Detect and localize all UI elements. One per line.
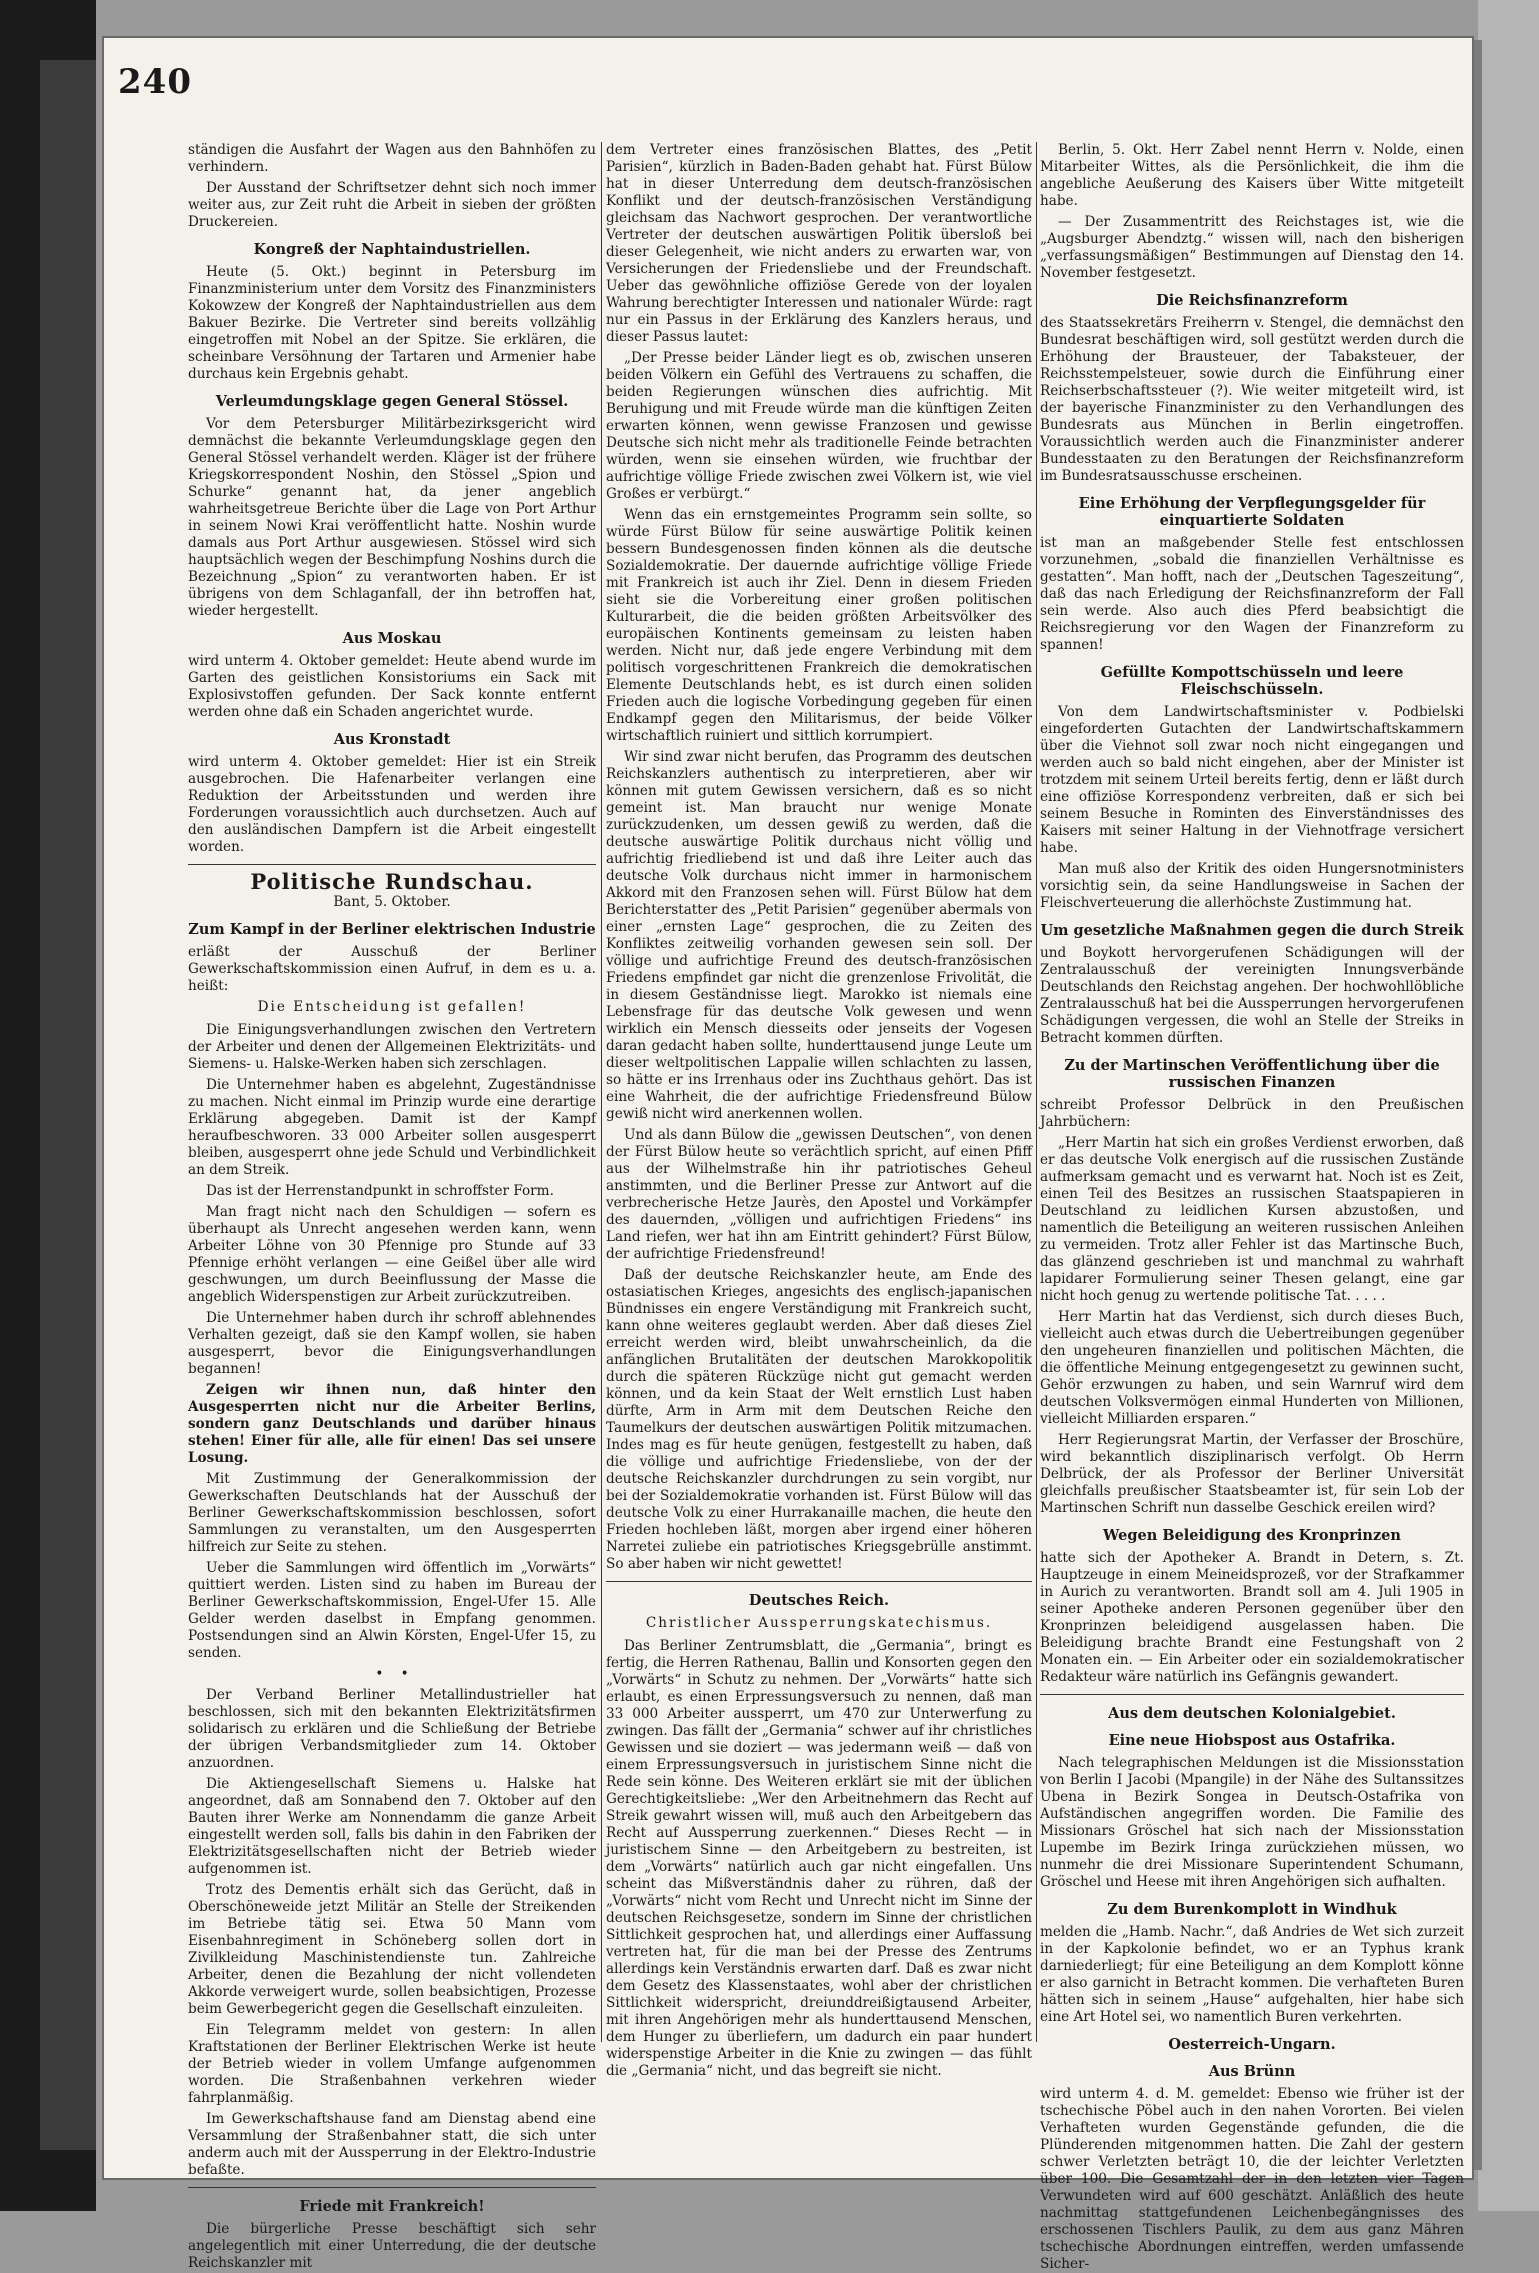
paragraph: schreibt Professor Delbrück in den Preußischen Jahrbüchern:	[1040, 1097, 1464, 1130]
paragraph: Von dem Landwirtschaftsminister v. Podbielski eingeforderten Gutachten der Landwirtschaftskammern über die Viehnot soll zwar noch nicht eingegangen und werden auch so bald nicht eingehen, aber der Minister ist trotzdem mit seinem Urteil bereits fertig, denn er läßt durch eine offiziöse Korrespondenz verbreiten, daß er sich bei seinem Besuche in Rominten des Einverständnisses des Kaisers mit seiner Haltung in der Viehnotfrage versichert habe.	[1040, 704, 1464, 856]
paragraph: Herr Martin hat das Verdienst, sich durch dieses Buch, vielleicht auch etwas durch die Uebertreibungen gegenüber den ungeheuren finanziellen und politischen Mächten, die die öffentliche Meinung entgegengesetzt zu gewinnen sucht, Gehör erzwungen zu haben, und sein Warnruf wird dem deutschen Volksvermögen einmal Hunderten von Millionen, vielleicht Milliarden ersparen.“	[1040, 1309, 1464, 1427]
column-rule-1	[601, 142, 602, 2042]
separator-mark: • •	[375, 1666, 409, 1682]
section-heading: Deutsches Reich.	[748, 1592, 890, 1609]
paragraph: wird unterm 4. d. M. gemeldet: Ebenso wie früher ist der tschechische Pöbel auch in den nahen Vororten. Bei vielen Verhafteten wurden Gegenstände gefunden, die die Plünderenden mitgenommen hatten. Die Zahl der gestern schwer Verletzten beträgt 10, die der leichter Verletzten über 100. Die Gesamtzahl der in den letzten vier Tagen Verwundeten wird auf 600 geschätzt. Anläßlich des heute nachmittag stattgefundenen Leichenbegängnisses des erschossenen Tischlers Paulik, zu dem aus ganz Mähren tschechische Abordnungen eintreffen, werden umfassende Sicher-	[1040, 2086, 1464, 2272]
section-heading: Um gesetzliche Maßnahmen gegen die durch Streik	[1040, 922, 1464, 939]
column-2	[606, 142, 1032, 2182]
section-divider	[606, 1581, 1032, 1582]
paragraph: Das ist der Herrenstandpunkt in schroffster Form.	[206, 1183, 554, 1199]
paragraph: erläßt der Ausschuß der Berliner Gewerkschaftskommission einen Aufruf, in dem es u. a. heißt:	[188, 944, 596, 994]
scan-right-margin	[1478, 0, 1539, 2211]
section-heading: Die Reichsfinanzreform	[1156, 292, 1348, 309]
scan-left-binding-edge	[40, 60, 96, 2150]
paragraph: hatte sich der Apotheker A. Brandt in Detern, s. Zt. Hauptzeuge in einem Meineidsprozeß, vor der Strafkammer in Aurich zu verantworten. Brandt soll am 4. Juli 1905 in seiner Apotheke anderen Personen gegenüber über den Kronprinzen beleidigend ausgelassen haben. Die Beleidigung brachte Brandt eine Festungshaft von 2 Monaten ein. — Ein Arbeiter oder ein sozialdemokratischer Redakteur wäre natürlich ins Gefängnis gewandert.	[1040, 1550, 1464, 1685]
section-heading: Eine Erhöhung der Verpflegungsgelder für einquartierte Soldaten	[1078, 495, 1426, 529]
paragraph: Der Verband Berliner Metallindustrieller hat beschlossen, sich mit den bekannten Elektrizitätsfirmen solidarisch zu erklären und die Schließung der Betriebe der übrigen Verbandsmitglieder zum 14. Oktober anzuordnen.	[188, 1687, 596, 1771]
section-heading: Oesterreich-Ungarn.	[1168, 2036, 1336, 2053]
quote-paragraph: „Der Presse beider Länder liegt es ob, zwischen unseren beiden Völkern ein Gefühl des Vertrauens zu schaffen, die beiden Regierungen wünschen dies aufrichtig. Mit Beruhigung und mit Freude würde man die künftigen Zeiten erwarten können, wenn gewisse Franzosen und gewisse Deutsche sich nicht mehr als traditionelle Feinde betrachten würden, wenn sie einsehen würden, wie fruchtbar der aufrichtige völlige Friede zwischen zwei Völkern ist, wie viel Großes er verbürgt.“	[606, 350, 1032, 502]
section-heading: Aus Moskau	[342, 630, 442, 647]
section-heading: Friede mit Frankreich!	[299, 2198, 485, 2215]
paragraph: Daß der deutsche Reichskanzler heute, am Ende des ostasiatischen Krieges, angesichts des englisch-japanischen Bündnisses ein engere Verständigung mit Frankreich sucht, kann ohne weiteres geglaubt werden. Aber daß dieses Ziel erreicht werden wird, bleibt unwahrscheinlich, da die anfänglichen Brutalitäten der deutschen Marokkopolitik durch die späteren Rückzüge nicht gut gemacht werden können, und da kein Staat der Welt ernstlich Lust haben dürfte, Arm in Arm mit dem Deutschen Reiche den Taumelkurs der deutschen auswärtigen Politik mitzumachen. Indes mag es für heute genügen, festgestellt zu haben, daß die völlige und aufrichtige Friedensliebe, von der der deutsche Reichskanzler durchdrungen zu sein vorgibt, nur bei der Sozialdemokratie vorhanden ist. Fürst Bülow will das deutsche Volk zu einer Hurrakanaille machen, die heute den Frieden hochleben läßt, morgen aber irgend einer höheren Narretei zuliebe ein patriotisches Kriegsgebrülle anstimmt. So aber haben wir nicht gewettet!	[606, 1267, 1032, 1572]
paragraph: Berlin, 5. Okt. Herr Zabel nennt Herrn v. Nolde, einen Mitarbeiter Wittes, als die Persönlichkeit, die ihm die angebliche Aeußerung des Kaisers über Witte mitgeteilt habe.	[1040, 142, 1464, 209]
section-heading: Zu der Martinschen Veröffentlichung über die russischen Finanzen	[1064, 1057, 1440, 1091]
paragraph: ist man an maßgebender Stelle fest entschlossen vorzunehmen, „sobald die finanziellen Verhältnisse es gestatten“. Man hofft, nach der „Deutschen Tageszeitung“, daß das nach Erledigung der Reichsfinanzreform der Fall sein werde. Also auch dies Pferd beabsichtigt die Reichsregierung vor den Wagen der Finanzreform zu spannen!	[1040, 535, 1464, 653]
paragraph: Man muß also der Kritik des oiden Hungersnotministers vorsichtig sein, da seine Handlungsweise in Sachen der Fleischverteuerung die allerhöchste Zustimmung hat.	[1040, 861, 1464, 911]
section-heading: Zum Kampf in der Berliner elektrischen Industrie	[188, 921, 596, 938]
paragraph: Zeigen wir ihnen nun, daß hinter den Ausgesperrten nicht nur die Arbeiter Berlins, sondern ganz Deutschlands und darüber hinaus stehen! Einer für alle, alle für einen! Das sei unsere Losung.	[188, 1382, 596, 1466]
quote-line: Die Entscheidung ist gefallen!	[257, 999, 527, 1015]
paragraph: Und als dann Bülow die „gewissen Deutschen“, von denen der Fürst Bülow heute so verächtlich spricht, auf einen Pfiff aus der Wilhelmstraße hin ihr patriotisches Geheul anstimmten, und die Berliner Presse zur Antwort auf die verbrecherische Hetze Jaurès, den Apostel und Vorkämpfer des dauernden, „völligen und aufrichtigen Friedens“ ins Land riefen, wer hat ihn am Eintritt gehindert? Fürst Bülow, der aufrichtige Friedensfreund!	[606, 1127, 1032, 1262]
section-heading: Gefüllte Kompottschüsseln und leere Fleischschüsseln.	[1100, 664, 1404, 698]
paragraph: Wenn das ein ernstgemeintes Programm sein sollte, so würde Fürst Bülow für seine auswärtige Politik keinen bessern Bundesgenossen finden können als die deutsche Sozialdemokratie. Der dauernde aufrichtige völlige Friede mit Frankreich ist auch ihr Ziel. Denn in diesem Frieden sieht sie die Vorbereitung einer großen politischen Kulturarbeit, die die beiden größten Arbeitsvölker des europäischen Kontinents gemeinsam zu leisten haben werden. Nicht nur, daß jede engere Verbindung mit dem politisch vorgeschrittenen Frankreich die demokratischen Elemente Deutschlands hebt, es ist durch einen soliden Frieden auch die logische Vorbedingung gegeben für einen Endkampf gegen den Militarismus, der beide Völker wirtschaftlich ruiniert und sittlich korrumpiert.	[606, 507, 1032, 744]
column-rule-2	[1036, 142, 1037, 2042]
page-number: 240	[118, 62, 192, 102]
paragraph: Die Unternehmer haben es abgelehnt, Zugeständnisse zu machen. Nicht einmal im Prinzip wurde eine derartige Erklärung abgegeben. Damit ist der Kampf heraufbeschworen. 33 000 Arbeiter sollen ausgesperrt bleiben, ausgesperrt ohne jede Schuld und Verbindlichkeit an dem Streik.	[188, 1077, 596, 1178]
paragraph: Mit Zustimmung der Generalkommission der Gewerkschaften Deutschlands hat der Ausschuß der Berliner Gewerkschaftskommission beschlossen, sofort Sammlungen zu veranstalten, um den Ausgesperrten hilfreich zur Seite zu stehen.	[188, 1471, 596, 1555]
paragraph: Die Unternehmer haben durch ihr schroff ablehnendes Verhalten gezeigt, daß sie den Kampf wollen, sie haben ausgesperrt, bevor die Einigungsverhandlungen begannen!	[188, 1310, 596, 1377]
column-3	[1040, 142, 1464, 2272]
section-heading: Kongreß der Naphtaindustriellen.	[253, 241, 531, 258]
section-heading: Zu dem Burenkomplott in Windhuk	[1107, 1901, 1397, 1918]
section-heading: Wegen Beleidigung des Kronprinzen	[1103, 1527, 1401, 1544]
section-divider	[188, 2187, 596, 2188]
paragraph: wird unterm 4. Oktober gemeldet: Hier ist ein Streik ausgebrochen. Die Hafenarbeiter verlangen eine Reduktion der Arbeitsstunden und werden ihre Forderungen voraussichtlich auch durchsetzen. Auch auf den ausländischen Dampfern ist die Arbeit eingestellt worden.	[188, 754, 596, 855]
paragraph: Wir sind zwar nicht berufen, das Programm des deutschen Reichskanzlers authentisch zu interpretieren, aber wir können mit gutem Gewissen versichern, daß es so nicht gemeint ist. Man braucht nur wenige Monate zurückzudenken, um dessen gewiß zu werden, daß die deutsche auswärtige Politik durchaus nicht völlig und aufrichtig friedliebend ist und daß ihre Leiter auch das deutsche Volk durchaus nicht immer in harmonischem Akkord mit den Franzosen sehen will. Fürst Bülow hat dem Berichterstatter des „Petit Parisien“ gegenüber abermals von einer „ernsten Lage“ gesprochen, die zu Zeiten des Konfliktes zeitweilig vorhanden gewesen sein soll. Der völlige und aufrichtige Freund des deutsch-französischen Friedens empfindet gar nicht die grenzenlose Frivolität, die in diesem Geständnisse liegt. Marokko ist niemals eine Lebensfrage für das deutsche Volk gewesen und wenn wirklich ein Mensch diesseits oder jenseits der Vogesen daran gedacht haben sollte, hunderttausend junge Leute um dieser weltpolitischen Lappalie willen schlachten zu lassen, so hätte er ins Irrenhaus oder ins Zuchthaus gehört. Das ist eine Wahrheit, die der aufrichtige Friedensfreund Bülow gewiß nicht wird anerkennen wollen.	[606, 749, 1032, 1122]
paragraph: und Boykott hervorgerufenen Schädigungen will der Zentralausschuß der vereinigten Innungsverbände Deutschlands den Reichstag angehen. Der hochwohllöbliche Zentralausschuß hat bei die Aussperrungen hervorgerufenen Schädigungen vergessen, die wohl an Stelle der Streiks in Betracht kommen dürften.	[1040, 945, 1464, 1046]
section-heading: Eine neue Hiobspost aus Ostafrika.	[1108, 1732, 1396, 1749]
paragraph: ständigen die Ausfahrt der Wagen aus den Bahnhöfen zu verhindern.	[188, 142, 596, 175]
section-heading: Aus Brünn	[1208, 2063, 1296, 2080]
section-divider	[1040, 1694, 1464, 1695]
paragraph: Die Aktiengesellschaft Siemens u. Halske hat angeordnet, daß am Sonnabend den 7. Oktober auf den Bauten ihrer Werke am Nonnendamm die ganze Arbeit eingestellt werden soll, falls bis dahin in den Fabriken der Elektrizitätsgesellschaften nicht der Betrieb wieder aufgenommen ist.	[188, 1776, 596, 1877]
paragraph: Nach telegraphischen Meldungen ist die Missionsstation von Berlin I Jacobi (Mpangile) in der Nähe des Sultanssitzes Ubena in Bezirk Songea in Deutsch-Ostafrika von Aufständischen angegriffen worden. Die Familie des Missionars Gröschel hat sich nach der Missionsstation Lupembe im Bezirk Iringa zurückziehen müssen, wo nunmehr die drei Missionare Superintendent Schumann, Gröschel und Heese mit ihren Angehörigen sich aufhalten.	[1040, 1755, 1464, 1890]
section-divider	[188, 864, 596, 865]
paragraph: Die Einigungsverhandlungen zwischen den Vertretern der Arbeiter und denen der Allgemeinen Elektrizitäts- und Siemens- u. Halske-Werken haben sich zerschlagen.	[188, 1022, 596, 1072]
paragraph: melden die „Hamb. Nachr.“, daß Andries de Wet sich zurzeit in der Kapkolonie befindet, wo er an Typhus krank darniederliegt; für eine Beteiligung an dem Komplott könne er also garnicht in Betracht kommen. Die verhafteten Buren hätten sich in seinem „Hause“ aufgehalten, hier habe sich eine Art Hotel sei, wo namentlich Buren verkehrten.	[1040, 1924, 1464, 2025]
section-heading: Aus Kronstadt	[333, 731, 451, 748]
section-title: Politische Rundschau.	[250, 869, 534, 894]
paragraph: des Staatssekretärs Freiherrn v. Stengel, die demnächst den Bundesrat beschäftigen wird, soll gestützt werden durch die Erhöhung der Brausteuer, der Tabaksteuer, der Reichsstempelsteuer, sowie durch die Einführung einer Reichserbschaftssteuer (?). Wie weiter mitgeteilt wird, ist der bayerische Finanzminister zu den Verhandlungen des Bundesrats aus München in Berlin eingetroffen. Voraussichtlich werden auch die Finanzminister anderer Bundesstaaten zu den Beratungen der Reichsfinanzreform im Bundesratsausschusse erscheinen.	[1040, 315, 1464, 484]
paragraph: dem Vertreter eines französischen Blattes, des „Petit Parisien“, kürzlich in Baden-Baden gehabt hat. Fürst Bülow hat in dieser Unterredung dem deutsch-französischen Konflikt und der deutsch-französischen Verständigung gleichsam das Nachwort gesprochen. Der verantwortliche Vertreter der deutschen auswärtigen Politik übersloß bei dieser Gelegenheit, wie nicht anders zu erwarten war, von Versicherungen der Friedensliebe und der Freundschaft. Ueber das gewöhnliche offiziöse Gerede von der loyalen Wahrung berechtigter Interessen und nationaler Würde: ragt nur ein Passus in der Erklärung des Kanzlers heraus, und dieser Passus lautet:	[606, 142, 1032, 345]
paragraph: Die bürgerliche Presse beschäftigt sich sehr angelegentlich mit einer Unterredung, die der deutsche Reichskanzler mit	[188, 2221, 596, 2271]
paragraph: wird unterm 4. Oktober gemeldet: Heute abend wurde im Garten des geistlichen Konsistoriums ein Sack mit Explosivstoffen gefunden. Der Sack konnte entfernt werden ohne daß ein Schaden angerichtet wurde.	[188, 653, 596, 720]
paragraph: Vor dem Petersburger Militärbezirksgericht wird demnächst die bekannte Verleumdungsklage gegen den General Stössel verhandelt werden. Kläger ist der frühere Kriegskorrespondent Noshin, den Stössel „Spion und Schurke“ genannt hat, da jener angeblich wahrheitsgetreue Berichte über die Lage von Port Arthur in seinem Nowi Krai veröffentlicht hatte. Noshin wurde damals aus Port Arthur ausgewiesen. Stössel wird sich hauptsächlich wegen der Beschimpfung Noshins durch die Bezeichnung „Spion“ zu verantworten haben. Er ist übrigens von dem Schlaganfall, der ihn betroffen hat, wieder hergestellt.	[188, 416, 596, 619]
paragraph: Das Berliner Zentrumsblatt, die „Germania“, bringt es fertig, die Herren Rathenau, Ballin und Konsorten gegen den „Vorwärts“ in Schutz zu nehmen. Der „Vorwärts“ hatte sich erlaubt, es einen Erpressungsversuch zu nennen, daß man 33 000 Arbeiter aussperrt, um 470 zur Unterwerfung zu zwingen. Das fällt der „Germania“ schwer auf ihr christliches Gewissen und sie doziert — was jedermann weiß — daß von einem Erpressungsversuch in juristischem Sinne nicht die Rede sein könne. Des Weiteren erklärt sie mit der üblichen Gerechtigkeitsliebe: „Wer den Arbeitnehmern das Recht auf Streik gewahrt wissen will, muß auch den Arbeitgebern das Recht auf Aussperrung zuerkennen.“ Dieses Recht — in juristischem Sinne — den Arbeitgebern zu bestreiten, ist dem „Vorwärts“ natürlich auch gar nicht eingefallen. Uns scheint das Mißverständnis daher zu rühren, daß der „Vorwärts“ nicht vom Recht und Unrecht nicht im Sinne der deutschen Reichsgesetze, sondern im Sinne der christlichen Sittlichkeit gesprochen hat, und allerdings einer Auffassung vertreten hat, für die man bei der Presse des Zentrums allerdings kein Verständnis erwarten darf. Daß es zwar nicht dem Gesetz des Klassenstaates, wohl aber der christlichen Sittlichkeit widerspricht, dreiunddreißigtausend Arbeiter, mit ihren Angehörigen mehr als hunderttausend Menschen, dem Hunger zu überliefern, um dadurch ein paar hundert widerspenstige Arbeiter in die Knie zu zwingen — das fühlt die „Germania“ nicht, und das begreift sie nicht.	[606, 1638, 1032, 2079]
paragraph: Ein Telegramm meldet von gestern: In allen Kraftstationen der Berliner Elektrischen Werke ist heute der Betrieb wieder in vollem Umfange aufgenommen worden. Die Straßenbahnen verkehren wieder fahrplanmäßig.	[188, 2022, 596, 2106]
paragraph: Man fragt nicht nach den Schuldigen — sofern es überhaupt als Unrecht angesehen werden kann, wenn Arbeiter Löhne von 30 Pfennige pro Stunde auf 33 Pfennige erhöht verlangen — eine Geißel über alle wird geschwungen, um durch Beeinflussung der Masse die angeblich Widerspenstigen zur Arbeit zurückzutreiben.	[188, 1204, 596, 1305]
paragraph: Heute (5. Okt.) beginnt in Petersburg im Finanzministerium unter dem Vorsitz des Finanzministers Kokowzew der Kongreß der Naphtaindustriellen aus dem Bakuer Bezirke. Die Vertreter sind bereits vollzählig eingetroffen mit Nobel an der Spitze. Sie erklären, die scheinbare Versöhnung der Tartaren und Armenier habe durchaus kein Ergebnis gehabt.	[188, 264, 596, 382]
column-1	[188, 142, 596, 2271]
paragraph: — Der Zusammentritt des Reichstages ist, wie die „Augsburger Abendztg.“ wissen will, nach den bisherigen „verfassungsmäßigen“ Bestimmungen auf Dienstag den 14. November festgesetzt.	[1040, 214, 1464, 281]
dateline: Bant, 5. Oktober.	[333, 894, 451, 910]
section-heading: Aus dem deutschen Kolonialgebiet.	[1108, 1705, 1396, 1722]
paragraph: „Herr Martin hat sich ein großes Verdienst erworben, daß er das deutsche Volk energisch auf die russischen Zustände aufmerksam gemacht und es verwarnt hat. Noch ist es Zeit, einen Teil des Besitzes an russischen Staatspapieren in Deutschland zu leidlichen Kursen abzustoßen, und namentlich die Beteiligung an weiteren russischen Anleihen zu vermeiden. Trotz aller Fehler ist das Martinsche Buch, das glänzend geschrieben ist und manchmal zu wahrhaft lapidarer Formulierung seiner Thesen gelangt, eine gar nicht hoch genug zu wertende politische Tat. . . . .	[1040, 1135, 1464, 1304]
paragraph: Ueber die Sammlungen wird öffentlich im „Vorwärts“ quittiert werden. Listen sind zu haben im Bureau der Berliner Gewerkschaftskommission, Engel-Ufer 15. Alle Gelder werden daselbst in Empfang genommen. Postsendungen sind an Alwin Körsten, Engel-Ufer 15, zu senden.	[188, 1560, 596, 1661]
section-heading: Verleumdungsklage gegen General Stössel.	[215, 393, 569, 410]
subheading: Christlicher Aussperrungskatechismus.	[645, 1615, 993, 1631]
paragraph: Herr Regierungsrat Martin, der Verfasser der Broschüre, wird bekanntlich disziplinarisch verfolgt. Ob Herrn Delbrück, der als Professor der Berliner Universität gleichfalls preußischer Staatsbeamter ist, für sein Lob der Martinschen Schrift nun dasselbe Geschick ereilen wird?	[1040, 1432, 1464, 1516]
paragraph: Im Gewerkschaftshause fand am Dienstag abend eine Versammlung der Straßenbahner statt, die sich unter anderm auch mit der Aussperrung in der Elektro-Industrie befaßte.	[188, 2111, 596, 2178]
paragraph: Trotz des Dementis erhält sich das Gerücht, daß in Oberschöneweide jetzt Militär an Stelle der Streikenden im Betriebe tätig sei. Etwa 50 Mann vom Eisenbahnregiment in Schöneberg sollen dort in Zivilkleidung Maschinistendienste tun. Zahlreiche Arbeiter, denen die Bezahlung der nicht vollendeten Akkorde verweigert wurde, sollen beabsichtigen, Prozesse beim Gewerbegericht gegen die Gesellschaft einzuleiten.	[188, 1882, 596, 2017]
paragraph: Der Ausstand der Schriftsetzer dehnt sich noch immer weiter aus, zur Zeit ruht die Arbeit in sieben der größten Druckereien.	[188, 180, 596, 230]
